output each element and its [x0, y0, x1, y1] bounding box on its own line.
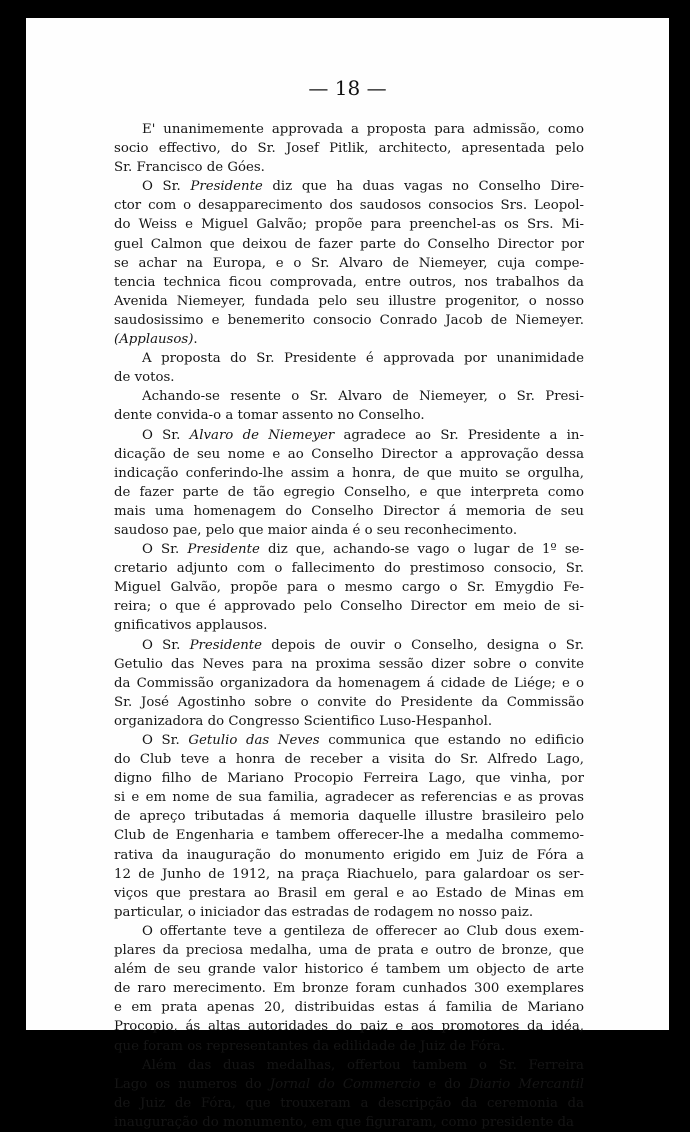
text-line: organizadora do Congresso Scientifico Luso-Hespanhol.: [114, 713, 493, 729]
text-line: indicação conferindo-lhe assim a honra, de que muito se orgulha,: [114, 465, 584, 481]
text-line: de fazer parte de tão egregio Conselho, e que interpreta como: [114, 484, 584, 500]
text-line: Além das duas medalhas, offertou tambem o Sr. Ferreira: [142, 1057, 584, 1073]
text-line: de raro merecimento. Em bronze foram cunhados 300 exemplares: [114, 981, 584, 997]
text-line: gnificativos applausos.: [114, 618, 268, 634]
text-line: Getulio das Neves para na proxima sessão dizer sobre o convite: [114, 656, 584, 672]
page-number: — 18 —: [308, 76, 387, 100]
text-line: além de seu grande valor historico é tambem um objecto de arte: [114, 962, 584, 978]
text-line: particular, o iniciador das estradas de rodagem no nosso paiz.: [114, 904, 534, 920]
text-line: da Commissão organizadora da homenagem á cidade de Liége; e o: [114, 675, 584, 691]
paragraph: [114, 120, 584, 177]
text-line: dicação de seu nome e ao Conselho Director a approvação dessa: [114, 446, 584, 462]
text-line: Sr. Francisco de Góes.: [114, 160, 265, 176]
text-line: saudoso pae, pelo que maior ainda é o seu reconhecimento.: [114, 522, 518, 538]
text-line: reira; o que é approvado pelo Conselho Director em meio de si-: [114, 599, 584, 615]
text-line: O Sr. Presidente diz que ha duas vagas no Conselho Dire-: [142, 179, 584, 195]
text-line: se achar na Europa, e o Sr. Alvaro de Niemeyer, cuja compe-: [114, 255, 584, 271]
paragraph: [114, 1056, 584, 1132]
text-line: O Sr. Getulio das Neves communica que estando no edificio: [142, 733, 584, 748]
text-line: tencia technica ficou comprovada, entre outros, nos trabalhos da: [114, 274, 584, 290]
text-line: cretario adjunto com o fallecimento do prestimoso consocio, Sr.: [114, 561, 584, 577]
text-line: que foram os representantes da edilidade de Juiz de Fóra.: [114, 1038, 506, 1054]
text-line: do Weiss e Miguel Galvão; propõe para preenchel-as os Srs. Mi-: [114, 217, 584, 233]
paragraph: [114, 426, 584, 541]
text-line: Achando-se resente o Sr. Alvaro de Niemeyer, o Sr. Presi-: [142, 389, 584, 405]
text-line: E' unanimemente approvada a proposta para admissão, como: [142, 122, 584, 137]
text-line: digno filho de Mariano Procopio Ferreira Lago, que vinha, por: [114, 771, 584, 787]
text-line: guel Calmon que deixou de fazer parte do Conselho Director por: [114, 236, 584, 252]
text-line: saudosissimo e benemerito consocio Conrado Jacob de Niemeyer.: [114, 312, 584, 328]
text-line: 12 de Junho de 1912, na praça Riachuelo, para galardoar os ser-: [114, 866, 584, 882]
text-line: O offertante teve a gentileza de offerecer ao Club dous exem-: [142, 923, 584, 939]
text-line: Sr. José Agostinho sobre o convite do Presidente da Commissão: [114, 694, 584, 710]
text-line: Procopio, ás altas autoridades do paiz e aos promotores da idéa,: [114, 1019, 584, 1035]
text-line: O Sr. Alvaro de Niemeyer agradece ao Sr. Presidente a in-: [142, 427, 584, 443]
text-line: do Club teve a honra de receber a visita do Sr. Alfredo Lago,: [114, 752, 584, 768]
text-line: inauguração do monumento, em que figuraram, como presidente da: [114, 1114, 574, 1130]
text-line: A proposta do Sr. Presidente é approvada por unanimidade: [142, 351, 584, 367]
text-line: si e em nome de sua familia, agradecer as referencias e as provas: [114, 790, 584, 806]
paragraph: [114, 387, 584, 425]
text-line: de Juiz de Fóra, que trouxeram a descripção da ceremonia da: [114, 1095, 584, 1111]
text-line: Miguel Galvão, propõe para o mesmo cargo o Sr. Emygdio Fe-: [114, 580, 584, 596]
text-line: rativa da inauguração do monumento erigido em Juiz de Fóra a: [114, 847, 584, 863]
text-line: ctor com o desapparecimento dos saudosos consocios Srs. Leopol-: [114, 198, 584, 214]
paragraph: [114, 636, 584, 731]
text-line: (Applausos).: [114, 332, 198, 348]
text-line: de apreço tributadas á memoria daquelle illustre brasileiro pelo: [114, 809, 584, 825]
text-line: de votos.: [114, 370, 175, 386]
paragraph: [114, 540, 584, 635]
text-line: e em prata apenas 20, distribuidas estas á familia de Mariano: [114, 1000, 584, 1016]
text-line: mais uma homenagem do Conselho Director á memoria de seu: [114, 503, 584, 519]
paragraph: [114, 177, 584, 349]
text-line: socio effectivo, do Sr. Josef Pitlik, architecto, apresentada pelo: [114, 141, 584, 157]
text-line: dente convida-o a tomar assento no Conselho.: [114, 408, 425, 424]
body-text: [114, 120, 584, 1132]
document-page: [26, 18, 669, 1130]
text-line: Club de Engenharia e tambem offerecer-lhe a medalha commemo-: [114, 828, 584, 844]
text-line: plares da preciosa medalha, uma de prata e outro de bronze, que: [114, 943, 584, 959]
paragraph: [114, 922, 584, 1056]
paragraph: [114, 349, 584, 387]
text-line: Avenida Niemeyer, fundada pelo seu illustre progenitor, o nosso: [114, 293, 584, 309]
text-line: O Sr. Presidente diz que, achando-se vago o lugar de 1º se-: [142, 542, 585, 558]
text-line: O Sr. Presidente depois de ouvir o Conselho, designa o Sr.: [142, 637, 584, 653]
text-line: Lago os numeros do Jornal do Commercio e do Diario Mercantil: [114, 1076, 585, 1092]
text-line: viços que prestara ao Brasil em geral e ao Estado de Minas em: [114, 885, 584, 901]
paragraph: [114, 731, 584, 922]
